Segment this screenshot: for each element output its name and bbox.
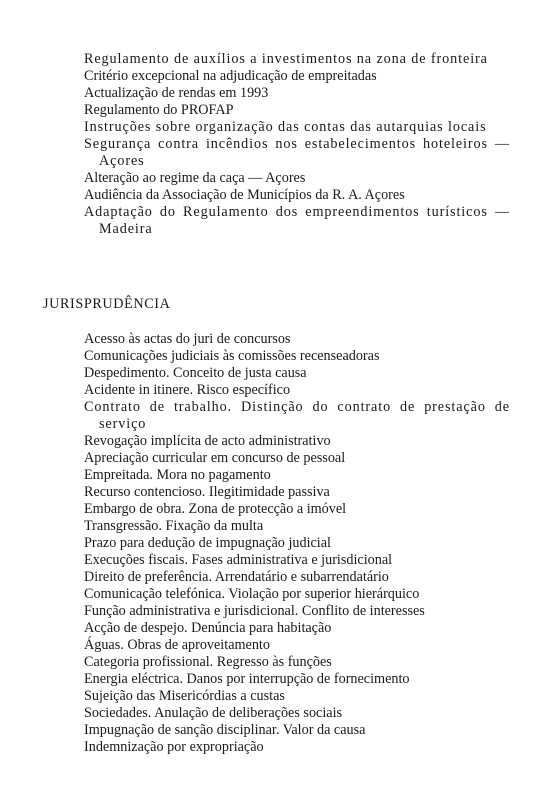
- legislation-item: Critério excepcional na adjudicação de empreitadas: [84, 68, 377, 84]
- jurisprudence-item: Transgressão. Fixação da multa: [84, 518, 264, 534]
- legislation-item: Regulamento de auxílios a investimentos na zona de fronteira: [84, 51, 488, 67]
- jurisprudence-item: Acção de despejo. Denúncia para habitação: [84, 620, 332, 636]
- jurisprudence-item: Prazo para dedução de impugnação judicial: [84, 535, 331, 551]
- legislation-item: Alteração ao regime da caça — Açores: [84, 170, 306, 186]
- jurisprudence-item: Direito de preferência. Arrendatário e subarrendatário: [84, 569, 389, 585]
- jurisprudence-item: Impugnação de sanção disciplinar. Valor da causa: [84, 722, 366, 738]
- legislation-item: Instruções sobre organização das contas das autarquias locais: [84, 119, 487, 135]
- jurisprudence-item: Energia eléctrica. Danos por interrupção de fornecimento: [84, 671, 410, 687]
- legislation-list: [84, 51, 510, 238]
- jurisprudence-item: Comunicação telefónica. Violação por superior hierárquico: [84, 586, 420, 602]
- jurisprudence-item: Contrato de trabalho. Distinção do contrato de prestação de serviço: [84, 399, 510, 432]
- jurisprudence-item: Recurso contencioso. Ilegitimidade passiva: [84, 484, 330, 500]
- jurisprudence-item: Sociedades. Anulação de deliberações sociais: [84, 705, 343, 721]
- jurisprudence-item: Empreitada. Mora no pagamento: [84, 467, 271, 483]
- jurisprudence-item: Execuções fiscais. Fases administrativa e jurisdicional: [84, 552, 393, 568]
- jurisprudence-item: Indemnização por expropriação: [84, 739, 264, 755]
- section-heading: JURISPRUDÊNCIA: [43, 296, 171, 312]
- jurisprudence-item: Categoria profissional. Regresso às funções: [84, 654, 332, 670]
- jurisprudence-item: Sujeição das Misericórdias a custas: [84, 688, 285, 704]
- jurisprudence-item: Apreciação curricular em concurso de pessoal: [84, 450, 346, 466]
- jurisprudence-item: Comunicações judiciais às comissões recenseadoras: [84, 348, 380, 364]
- jurisprudence-item: Despedimento. Conceito de justa causa: [84, 365, 307, 381]
- legislation-item: Actualização de rendas em 1993: [84, 85, 269, 101]
- jurisprudence-list: [84, 331, 510, 756]
- legislation-item: Adaptação do Regulamento dos empreendimentos turísticos — Madeira: [84, 204, 510, 237]
- jurisprudence-item: Acesso às actas do juri de concursos: [84, 331, 291, 347]
- jurisprudence-item: Águas. Obras de aproveitamento: [84, 637, 270, 653]
- legislation-item: Segurança contra incêndios nos estabelecimentos hoteleiros — Açores: [84, 136, 510, 169]
- legislation-item: Audiência da Associação de Municípios da R. A. Açores: [84, 187, 405, 203]
- jurisprudence-item: Acidente in itinere. Risco específico: [84, 382, 291, 398]
- jurisprudence-item: Embargo de obra. Zona de protecção a imóvel: [84, 501, 347, 517]
- jurisprudence-item: Revogação implícita de acto administrativo: [84, 433, 331, 449]
- jurisprudence-item: Função administrativa e jurisdicional. Conflito de interesses: [84, 603, 425, 619]
- legislation-item: Regulamento do PROFAP: [84, 102, 234, 118]
